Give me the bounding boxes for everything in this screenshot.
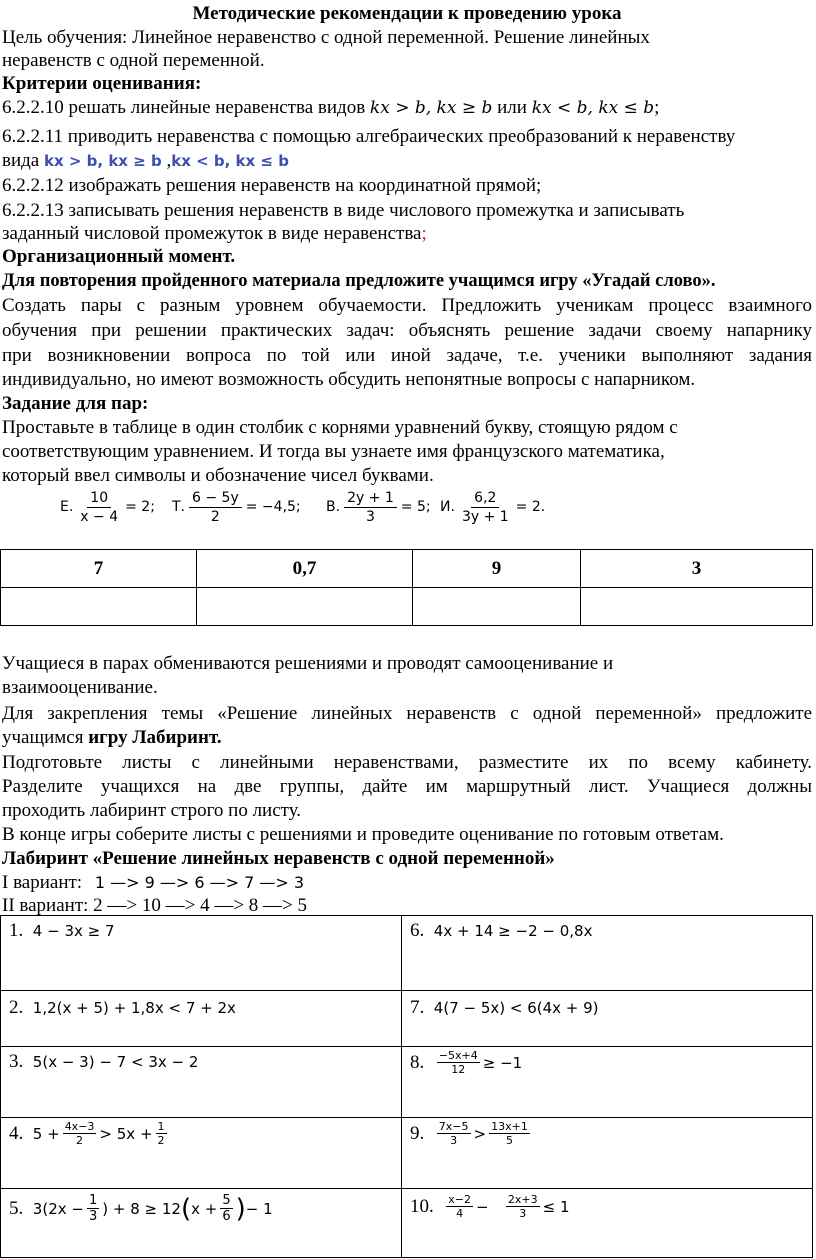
- fraction: [459, 489, 512, 526]
- task-expression-part: −: [476, 1197, 489, 1216]
- pairs-line-2: соответствующим уравнением. И тогда вы узнаете имя французского математика,: [2, 441, 665, 462]
- numerator: 1: [157, 1120, 165, 1133]
- equation-letter: Т.: [172, 499, 186, 515]
- equation-e: [60, 483, 155, 531]
- answer-root-cell: 0,7: [197, 550, 413, 588]
- denominator: 2: [76, 1134, 84, 1147]
- criteria-heading: Критерии оценивания:: [2, 73, 202, 94]
- fraction: [446, 1193, 473, 1220]
- task-cell-9: [402, 1118, 813, 1189]
- labyrinth-game-name: игру Лабиринт.: [88, 727, 222, 748]
- task-number: 3.: [9, 1051, 24, 1072]
- task-cell-1: [1, 916, 402, 991]
- variant-2: II вариант: 2 —> 10 —> 4 —> 8 —> 5: [2, 895, 308, 916]
- criterion-2-comma: ,: [166, 150, 172, 171]
- numerator: x−2: [448, 1193, 472, 1206]
- fraction: [344, 489, 397, 526]
- fraction: [489, 1120, 530, 1147]
- criterion-2-line-2: [2, 150, 812, 172]
- criterion-4-line-1: 6.2.2.13 записывать решения неравенств в виде числового промежутка и записывать: [2, 200, 685, 221]
- equation-rhs: = 2.: [515, 499, 546, 515]
- repeat-heading: Для повторения пройденного материала предложите учащимся игру «Угадай слово».: [2, 271, 716, 291]
- paren-left: (: [180, 1193, 192, 1224]
- numerator: 7x−5: [438, 1120, 469, 1133]
- pairs-line-1: Проставьте в таблице в один столбик с корнями уравнений букву, стоящую рядом с: [2, 417, 678, 438]
- fraction: [63, 1120, 97, 1147]
- numerator: 2y + 1: [344, 489, 397, 508]
- denominator: 3y + 1: [461, 508, 509, 525]
- denominator: x − 4: [80, 508, 119, 525]
- task-cell-10: [402, 1189, 813, 1258]
- equation-rhs: = −4,5;: [245, 499, 301, 515]
- task-cell-7: [402, 991, 813, 1047]
- numerator: 6,2: [471, 489, 499, 508]
- after-line-8: В конце игры соберите листы с решениями и проведите оценивание по готовым ответам.: [2, 824, 724, 845]
- pairs-line-3: который ввел символы и обозначение чисел буквами.: [2, 465, 434, 486]
- answer-table: [0, 549, 813, 626]
- criterion-2-line-1: 6.2.2.11 приводить неравенства с помощью алгебраических преобразований к неравенству: [2, 126, 736, 147]
- denominator: 3: [519, 1207, 527, 1220]
- repeat-line-1: Создать пары с разным уровнем обучаемости. Предложить ученикам процесс взаимного: [2, 295, 812, 316]
- criterion-4-text: заданный числовой промежуток в виде неравенства: [2, 223, 422, 244]
- equation-rhs: = 5;: [400, 499, 431, 515]
- task-row: [1, 1189, 813, 1258]
- numerator: 6 − 5y: [189, 489, 242, 508]
- denominator: 5: [505, 1134, 513, 1147]
- task-expression-rest: ≥ −1: [482, 1053, 523, 1072]
- answer-header-row: [1, 550, 813, 588]
- task-expression: 1,2(x + 5) + 1,8x < 7 + 2x: [32, 999, 236, 1017]
- criterion-1-end: ;: [654, 97, 660, 118]
- denominator: 4: [456, 1207, 464, 1220]
- denominator: 12: [451, 1063, 466, 1076]
- task-cell-4: [1, 1118, 402, 1189]
- task-expression-part: > 5x +: [99, 1124, 153, 1143]
- paren-right: ): [235, 1193, 246, 1224]
- after-line-7: проходить лабиринт строго по листу.: [2, 800, 302, 821]
- task-row: [1, 991, 813, 1047]
- repeat-line-3: при возникновении вопроса по той или иной задаче, т.е. ученики выполняют задания: [2, 345, 812, 366]
- task-cell-2: [1, 991, 402, 1047]
- task-expression-part: 5 +: [32, 1124, 60, 1143]
- variant-1-label: I вариант:: [2, 872, 83, 893]
- fraction: [156, 1120, 167, 1147]
- denominator: 2: [210, 508, 220, 525]
- answer-letter-cell[interactable]: [413, 588, 581, 626]
- numerator: 1: [88, 1193, 98, 1208]
- answer-letter-cell[interactable]: [1, 588, 197, 626]
- criterion-1-math-b: kx < b, kx ≤ b: [531, 98, 655, 118]
- after-line-6: Разделите учащихся на две группы, дайте им маршрутный лист. Учащиеся должны: [2, 776, 812, 797]
- numerator: −5x+4: [438, 1049, 478, 1062]
- fraction: [77, 489, 121, 526]
- task-expression-part: 3(2x −: [32, 1199, 84, 1218]
- task-number: 4.: [9, 1122, 24, 1144]
- after-line-4: [2, 727, 812, 749]
- criterion-3: 6.2.2.12 изображать решения неравенств на координатной прямой;: [2, 175, 542, 196]
- answer-letter-cell[interactable]: [197, 588, 413, 626]
- fraction: [437, 1049, 480, 1076]
- task-cell-8: [402, 1047, 813, 1118]
- after-line-5: Подготовьте листы с линейными неравенствами, разместите их по всему кабинету.: [2, 752, 812, 773]
- fraction: [506, 1193, 540, 1220]
- answer-root-cell: 3: [581, 550, 813, 588]
- answer-letter-cell[interactable]: [581, 588, 813, 626]
- equation-t: [172, 483, 301, 531]
- task-row: [1, 1047, 813, 1118]
- denominator: 2: [157, 1134, 165, 1147]
- criterion-1-math-a: kx > b, kx ≥ b: [369, 98, 493, 118]
- goal-line-2: неравенств с одной переменной.: [2, 50, 265, 71]
- fraction: [189, 489, 242, 526]
- denominator: 6: [222, 1209, 231, 1224]
- after-line-2: взаимооценивание.: [2, 677, 158, 698]
- labyrinth-table: [0, 915, 813, 1258]
- equation-rhs: = 2;: [125, 499, 155, 515]
- task-row: [1, 1118, 813, 1189]
- task-number: 5.: [9, 1197, 24, 1219]
- criterion-2-formula-a: kx > b, kx ≥ b: [44, 152, 162, 170]
- task-number: 2.: [9, 997, 24, 1018]
- repeat-line-2: обучения при решении практических задач: объяснять решение задачи своему напарнику: [2, 320, 812, 341]
- criterion-1-or: или: [497, 97, 527, 118]
- org-moment-heading: Организационный момент.: [2, 246, 236, 267]
- numerator: 5: [222, 1193, 231, 1208]
- answer-root-cell: 9: [413, 550, 581, 588]
- numerator: 2x+3: [507, 1193, 538, 1206]
- task-number: 10.: [410, 1195, 434, 1217]
- denominator: 3: [365, 508, 375, 525]
- task-expression-part: x +: [191, 1199, 218, 1218]
- criterion-2-formula-b: kx < b, kx ≤ b: [171, 152, 289, 170]
- task-number: 8.: [410, 1051, 425, 1073]
- task-expression: 4x + 14 ≥ −2 − 0,8x: [433, 922, 593, 940]
- fraction: [220, 1193, 232, 1224]
- equation-i: [440, 483, 545, 531]
- after-line-4-text: учащимся: [2, 727, 84, 748]
- goal-line-1: Цель обучения: Линейное неравенство с одной переменной. Решение линейных: [2, 27, 650, 48]
- task-expression-part: − 1: [245, 1199, 273, 1218]
- after-line-3: Для закрепления темы «Решение линейных неравенств с одной переменной» предложите: [2, 703, 812, 724]
- task-expression: 4(7 − 5x) < 6(4x + 9): [433, 999, 599, 1017]
- task-cell-3: [1, 1047, 402, 1118]
- fraction: [437, 1120, 471, 1147]
- equation-letter: Е.: [60, 499, 74, 515]
- task-expression: 5(x − 3) − 7 < 3x − 2: [32, 1053, 199, 1071]
- variant-1-route: 1 —> 9 —> 6 —> 7 —> 3: [94, 873, 305, 892]
- criterion-2-vida: вида: [2, 150, 40, 171]
- answer-root-cell: 7: [1, 550, 197, 588]
- criterion-1: [2, 97, 812, 119]
- task-expression-part: ) + 8 ≥ 12: [102, 1199, 181, 1218]
- after-line-1: Учащиеся в парах обмениваются решениями и проводят самооценивание и: [2, 653, 614, 674]
- denominator: 3: [450, 1134, 458, 1147]
- task-number: 6.: [410, 920, 425, 941]
- equation-letter: И.: [440, 499, 455, 515]
- task-cell-6: [402, 916, 813, 991]
- numerator: 10: [87, 489, 111, 508]
- labyrinth-heading: Лабиринт «Решение линейных неравенств с одной переменной»: [2, 848, 555, 869]
- task-number: 7.: [410, 997, 425, 1018]
- variant-1: [2, 872, 812, 894]
- criterion-4-semicolon: ;: [421, 223, 427, 244]
- equation-v: [326, 483, 431, 531]
- pairs-heading: Задание для пар:: [2, 393, 149, 414]
- page-title: Методические рекомендации к проведению урока: [192, 3, 622, 24]
- numerator: 4x−3: [64, 1120, 95, 1133]
- fraction: [87, 1193, 99, 1224]
- answer-letter-row: [1, 588, 813, 626]
- repeat-line-4: индивидуально, но имеют возможность обсудить непонятные вопросы с напарником.: [2, 369, 696, 390]
- criterion-1-text: 6.2.2.10 решать линейные неравенства видов: [2, 97, 366, 118]
- task-expression-rest: ≤ 1: [542, 1197, 570, 1216]
- task-row: [1, 916, 813, 991]
- denominator: 3: [88, 1209, 98, 1224]
- numerator: 13x+1: [491, 1120, 528, 1133]
- task-number: 1.: [9, 920, 24, 941]
- task-expression-part: >: [473, 1124, 487, 1143]
- task-cell-5: [1, 1189, 402, 1258]
- task-expression: 4 − 3x ≥ 7: [32, 922, 115, 940]
- task-number: 9.: [410, 1122, 425, 1144]
- criterion-4-line-2: [2, 223, 812, 245]
- equation-letter: В.: [326, 499, 341, 515]
